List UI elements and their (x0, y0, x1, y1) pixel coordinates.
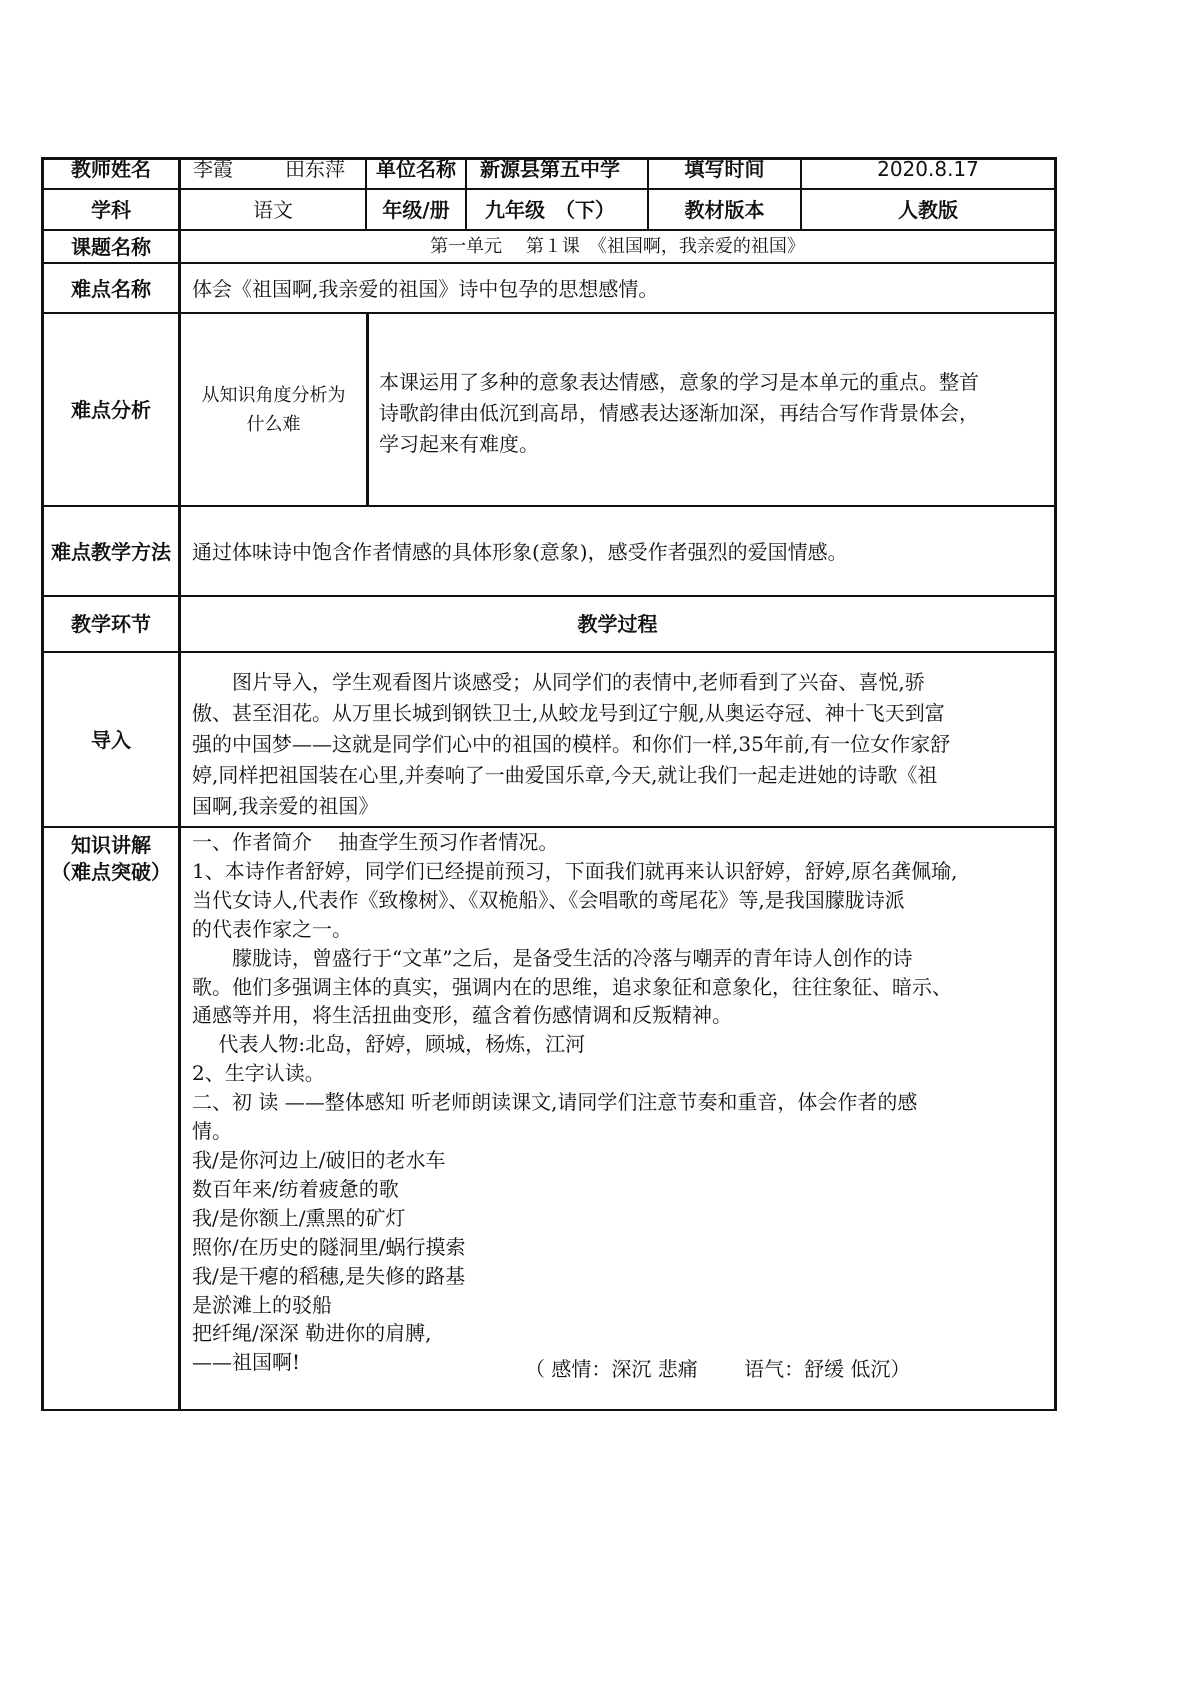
column-divider (178, 157, 181, 1411)
knowledge-text (192, 828, 957, 1377)
knowledge-line: 我/是你额上/熏黑的矿灯 (192, 1205, 406, 1230)
difficulty-value: 体会《祖国啊,我亲爱的祖国》诗中包孕的思想感情。 (192, 277, 659, 301)
knowledge-line: 的代表作家之一。 (192, 916, 352, 941)
analysis-sub-label-line: 从知识角度分析为 (201, 385, 346, 406)
knowledge-line: 当代女诗人,代表作《致橡树》、《双桅船》、《会唱歌的鸢尾花》等,是我国朦胧诗派 (192, 887, 905, 912)
column-divider (366, 312, 369, 507)
column-divider (465, 157, 467, 231)
row-divider (41, 505, 1057, 507)
knowledge-line: 是淤滩上的驳船 (192, 1292, 332, 1317)
date-label: 填写时间 (684, 157, 765, 181)
intro-text (192, 667, 950, 822)
knowledge-line: 1、本诗作者舒婷，同学们已经提前预习，下面我们就再来认识舒婷，舒婷,原名龚佩瑜, (192, 858, 958, 883)
grade-value: 九年级 （下） (485, 198, 615, 222)
difficulty-label: 难点名称 (71, 277, 151, 301)
row-divider (41, 229, 1057, 231)
analysis-sub-label-line: 什么难 (246, 414, 301, 435)
knowledge-line: 一、作者简介 抽查学生预习作者情况。 (192, 830, 559, 854)
subject-label: 学科 (91, 198, 131, 222)
analysis-text-line: 诗歌韵律由低沉到高昂，情感表达逐渐加深，再结合写作背景体会， (379, 401, 979, 425)
teacher-label: 教师姓名 (71, 157, 151, 181)
date-value: 2020.8.17 (877, 157, 979, 181)
method-label: 难点教学方法 (51, 540, 171, 564)
table-border-bottom (41, 1409, 1057, 1411)
row-divider (41, 651, 1057, 653)
knowledge-line: 代表人物:北岛，舒婷，顾城，杨炼，江河 (192, 1032, 586, 1057)
knowledge-line: 我/是干瘪的稻穗,是失修的路基 (192, 1263, 466, 1288)
table-border-right (1054, 157, 1057, 1411)
teacher-name-1: 李霞 (193, 157, 233, 181)
analysis-label: 难点分析 (71, 398, 151, 422)
row-divider (41, 312, 1057, 314)
process-value: 教学过程 (577, 612, 658, 636)
analysis-text-line: 学习起来有难度。 (379, 432, 539, 456)
knowledge-line: 朦胧诗，曾盛行于“文革”之后，是备受生活的冷落与嘲弄的青年诗人创作的诗 (192, 945, 913, 970)
knowledge-line: 我/是你河边上/破旧的老水车 (192, 1147, 446, 1172)
unit-label: 单位名称 (376, 157, 456, 181)
knowledge-line: 二、初 读 ——整体感知 听老师朗读课文,请同学们注意节奏和重音，体会作者的感 (192, 1090, 918, 1115)
knowledge-note: （ 感情：深沉 悲痛 语气：舒缓 低沉） (525, 1357, 911, 1381)
knowledge-line: 数百年来/纺着疲惫的歌 (192, 1176, 399, 1201)
intro-line: 傲、甚至泪花。从万里长城到钢铁卫士,从蛟龙号到辽宁舰,从奥运夺冠、神十飞天到富 (192, 701, 945, 725)
table-border-left (41, 157, 44, 1411)
intro-line: 强的中国梦——这就是同学们心中的祖国的模样。和你们一样,35年前,有一位女作家舒 (192, 732, 951, 756)
intro-line: 婷,同样把祖国装在心里,并奏响了一曲爱国乐章,今天,就让我们一起走进她的诗歌《祖 (192, 763, 938, 787)
knowledge-line: ——祖国啊! (192, 1350, 301, 1375)
knowledge-label-line: 知识讲解 (71, 833, 151, 857)
knowledge-line: 歌。他们多强调主体的真实，强调内在的思维，追求象征和意象化，往往象征、暗示、 (192, 974, 952, 999)
knowledge-line: 照你/在历史的隧洞里/蜗行摸索 (192, 1234, 466, 1259)
row-divider (41, 188, 1057, 190)
teacher-name-2: 田东萍 (285, 157, 345, 181)
topic-value: 第一单元 第１课 《祖国啊，我亲爱的祖国》 (430, 236, 805, 257)
knowledge-line: 2、生字认读。 (192, 1061, 325, 1086)
topic-label: 课题名称 (71, 235, 151, 259)
knowledge-line: 把纤绳/深深 勒进你的肩膊, (192, 1321, 432, 1346)
row-divider (41, 595, 1057, 597)
grade-label: 年级/册 (382, 198, 450, 222)
analysis-text (379, 367, 979, 460)
knowledge-label-line: （难点突破） (51, 860, 171, 884)
textbook-value: 人教版 (898, 198, 958, 222)
textbook-label: 教材版本 (684, 198, 765, 222)
knowledge-line: 情。 (192, 1119, 232, 1144)
subject-value: 语文 (253, 198, 293, 222)
knowledge-line: 通感等并用，将生活扭曲变形，蕴含着伤感情调和反叛精神。 (192, 1003, 732, 1028)
analysis-text-line: 本课运用了多种的意象表达情感，意象的学习是本单元的重点。整首 (379, 370, 979, 394)
unit-value: 新源县第五中学 (480, 157, 620, 181)
intro-label: 导入 (91, 728, 131, 752)
intro-line: 图片导入，学生观看图片谈感受；从同学们的表情中,老师看到了兴奋、喜悦,骄 (192, 670, 925, 694)
method-value: 通过体味诗中饱含作者情感的具体形象(意象)，感受作者强烈的爱国情感。 (192, 540, 848, 564)
intro-line: 国啊,我亲爱的祖国》 (192, 794, 379, 818)
row-divider (41, 262, 1057, 264)
process-label: 教学环节 (71, 612, 151, 636)
